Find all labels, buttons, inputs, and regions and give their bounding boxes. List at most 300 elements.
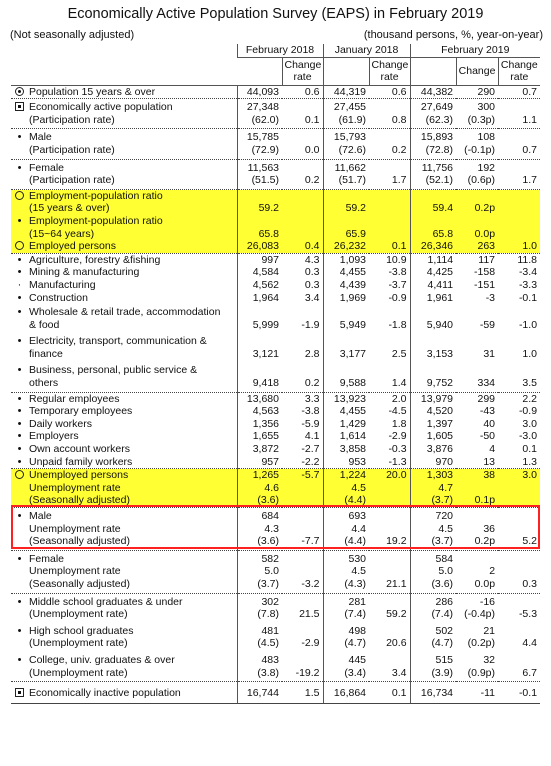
table-row: [11, 253, 540, 266]
cell-value: 3.4: [304, 291, 320, 304]
row-label: [11, 253, 237, 266]
cell-value: 38: [456, 469, 498, 482]
cell-value: 27,455 (61.9): [323, 99, 369, 129]
table-row: [11, 266, 540, 279]
cell-value: -16 (-0.4p): [456, 593, 498, 623]
cell-value: 299: [456, 392, 498, 405]
row-label-line: Agriculture, forestry &fishing: [29, 253, 161, 266]
row-label-line: (Participation rate): [29, 174, 115, 187]
cell-value: -2.9: [388, 430, 407, 443]
cell-value: [282, 189, 323, 215]
cell-value: [282, 215, 323, 240]
cell-value: 1.1: [498, 99, 540, 129]
cell-value: 0.3: [304, 278, 320, 291]
table-row: [11, 279, 540, 292]
cell-value: 11.8: [498, 253, 540, 266]
cell-value: 3,121: [237, 333, 282, 362]
cell-value: 0.1p: [456, 482, 498, 508]
cell-value: 0.1: [282, 99, 323, 129]
cell-value: -3: [485, 291, 496, 304]
cell-value: 530 4.5 (4.3): [323, 550, 369, 593]
cell-value: 65.8: [237, 215, 282, 240]
units-note: (thousand persons, %, year-on-year): [363, 29, 543, 41]
row-label-line: Unemployment rate: [29, 481, 121, 494]
cell-value: 0.1: [522, 443, 538, 456]
row-label-line: Temporary employees: [29, 405, 133, 418]
header-jan2018: January 2018: [323, 44, 410, 57]
cell-value: 4.1: [304, 430, 320, 443]
cell-value: 4,563: [237, 405, 282, 418]
row-label: [11, 159, 237, 189]
cell-value: 953: [323, 456, 369, 469]
cell-value: -3.0: [518, 430, 538, 443]
cell-value: -1.0: [518, 318, 538, 331]
row-label: [11, 333, 237, 362]
bullet-icon: •: [17, 510, 22, 522]
table-row: [11, 550, 540, 593]
cell-value: 59.2: [369, 593, 410, 623]
cell-value: 1,356: [237, 418, 282, 431]
cell-value: 3,876: [410, 443, 456, 456]
cell-value: -0.9: [518, 405, 538, 418]
cell-value: 59.2: [237, 189, 282, 215]
cell-value: 9,588: [323, 362, 369, 392]
cell-value: 4,411: [410, 279, 456, 292]
cell-value: 27,649 (62.3): [410, 99, 456, 129]
header-feb2019: February 2019: [410, 44, 540, 57]
cell-value: 1.8: [391, 417, 407, 430]
cell-value: 4,562: [237, 279, 282, 292]
cell-value: -0.3: [388, 443, 407, 456]
row-label-line: College, univ. graduates & over: [29, 653, 175, 666]
seasonal-note: (Not seasonally adjusted): [10, 29, 135, 41]
header-change-rate: Change rate: [498, 57, 540, 85]
table-row: [11, 362, 540, 392]
cell-value: 44,382: [410, 85, 456, 99]
cell-value: 15,793 (72.6): [323, 129, 369, 159]
cell-value: 1.5: [282, 682, 323, 704]
row-label-line: (Seasonally adjusted): [29, 577, 130, 590]
cell-value: 1.7: [369, 159, 410, 189]
eaps-table: [11, 44, 540, 704]
cell-value: 4.5 (4.4): [323, 482, 369, 508]
cell-value: 21 (0.2p): [467, 624, 496, 650]
row-label-line: Male: [29, 510, 52, 522]
cell-value: 4,439: [323, 279, 369, 292]
table-row: [11, 508, 540, 551]
bullet-icon: •: [17, 443, 22, 456]
cell-value: -3.8: [388, 266, 407, 279]
table-row: [11, 469, 540, 482]
header-row-1: [11, 44, 540, 57]
cell-value: 26,346: [410, 240, 456, 253]
cell-value: 11,662 (51.7): [323, 159, 369, 189]
row-label-line: Daily workers: [29, 417, 93, 430]
cell-value: -1.3: [388, 455, 407, 468]
cell-value: 445 (3.4): [323, 652, 369, 682]
cell-value: 483 (3.8): [237, 652, 282, 682]
row-label-line: (Seasonally adjusted): [29, 535, 130, 548]
cell-value: 4.3: [282, 253, 323, 266]
row-label-line: Construction: [29, 291, 88, 304]
row-label-line: Employment-population ratio: [29, 214, 163, 227]
cell-value: [369, 482, 410, 508]
cell-value: 36 0.2p: [456, 508, 498, 551]
cell-value: -2.2: [301, 455, 320, 468]
table-row: [11, 129, 540, 159]
bullet-icon: •: [17, 291, 22, 304]
table-row: [11, 240, 540, 253]
cell-value: 65.8: [410, 215, 456, 240]
cell-value: -3.7: [388, 278, 407, 291]
cell-value: 3,177: [323, 333, 369, 362]
bullet-icon: •: [17, 417, 22, 430]
cell-value: 59.2: [323, 189, 369, 215]
circle-dot-icon: [15, 87, 24, 96]
row-label-line: Male: [29, 131, 52, 144]
bullet-icon: •: [17, 214, 22, 227]
cell-value: 0.3: [498, 550, 540, 593]
cell-value: 26,232: [323, 240, 369, 253]
table-row: [11, 418, 540, 431]
header-feb2018-value: [237, 57, 282, 85]
cell-value: 1,614: [323, 430, 369, 443]
cell-value: -5.3: [498, 593, 540, 623]
row-label-line: finance: [29, 347, 63, 360]
cell-value: 2.2: [498, 392, 540, 405]
row-label: [11, 129, 237, 159]
row-label: [11, 418, 237, 431]
cell-value: 0.6: [304, 85, 320, 98]
cell-value: 59.4: [410, 189, 456, 215]
row-label: [11, 304, 237, 333]
row-label: [11, 443, 237, 456]
row-label-line: Employers: [29, 430, 79, 443]
cell-value: 1,429: [323, 418, 369, 431]
cell-value: 1,964: [237, 292, 282, 305]
cell-value: 21.1: [369, 550, 410, 593]
cell-value: 0.2: [369, 129, 410, 159]
cell-value: 584 5.0 (3.6): [410, 550, 456, 593]
table-row: [11, 623, 540, 652]
row-label: [11, 240, 237, 253]
cell-value: 2 0.0p: [456, 550, 498, 593]
table-row: [11, 456, 540, 469]
cell-value: 720 4.5 (3.7): [410, 508, 456, 551]
row-label: [11, 392, 237, 405]
cell-value: 3.4: [391, 666, 407, 679]
row-label-line: (Participation rate): [29, 113, 115, 126]
table-row: [11, 85, 540, 99]
header-feb2018: February 2018: [237, 44, 323, 57]
cell-value: 44,319: [323, 85, 369, 99]
row-label-line: High school graduates: [29, 624, 134, 637]
cell-value: 4,455: [323, 405, 369, 418]
cell-value: 20.6: [386, 637, 407, 650]
bullet-icon: •: [17, 595, 22, 608]
cell-value: 290: [477, 85, 496, 98]
square-dot-icon: [15, 102, 24, 111]
table-row: [11, 292, 540, 305]
bullet-icon: •: [17, 624, 22, 637]
cell-value: [369, 215, 410, 240]
cell-value: 27,348 (62.0): [237, 99, 282, 129]
row-label-line: (Seasonally adjusted): [29, 494, 130, 507]
bullet-icon: •: [17, 253, 22, 266]
cell-value: 2.5: [391, 347, 407, 360]
bullet-icon: •: [17, 266, 22, 279]
row-label: [11, 682, 237, 704]
cell-value: 9,418: [237, 362, 282, 392]
cell-value: 281 (7.4): [323, 593, 369, 623]
row-label-line: Manufacturing: [29, 278, 96, 291]
row-label: [11, 593, 237, 623]
table-row: [11, 392, 540, 405]
cell-value: 4: [489, 443, 496, 456]
cell-value: 0.0p: [456, 215, 498, 240]
cell-value: 582 5.0 (3.7): [237, 550, 282, 593]
header-blank: [11, 44, 237, 85]
cell-value: -3.8: [301, 405, 320, 418]
cell-value: 65.9: [323, 215, 369, 240]
cell-value: 13,923: [323, 392, 369, 405]
row-label: [11, 266, 237, 279]
cell-value: 0.0: [282, 129, 323, 159]
cell-value: -158: [474, 266, 496, 279]
cell-value: 3,872: [237, 443, 282, 456]
cell-value: 1,265: [237, 469, 282, 482]
row-label-line: Wholesale & retail trade, accommodation: [29, 306, 221, 319]
cell-value: 1.4: [391, 377, 407, 390]
row-label-line: Regular employees: [29, 392, 120, 405]
row-label-line: (Unemployment rate): [29, 608, 128, 621]
cell-value: 1,397: [410, 418, 456, 431]
cell-value: 1,961: [410, 292, 456, 305]
cell-value: 3.5: [522, 377, 538, 390]
cell-value: 693 4.4 (4.4): [323, 508, 369, 551]
cell-value: 4,455: [323, 266, 369, 279]
cell-value: 334: [477, 377, 496, 390]
cell-value: 108 (-0.1p): [456, 129, 498, 159]
row-label-line: Own account workers: [29, 443, 130, 456]
row-label-line: Unemployment rate: [29, 522, 121, 535]
cell-value: 4,520: [410, 405, 456, 418]
cell-value: 263: [456, 240, 498, 253]
row-label-line: (Unemployment rate): [29, 637, 128, 650]
cell-value: -59: [479, 318, 496, 331]
cell-value: -151: [474, 278, 496, 291]
cell-value: 15,893 (72.8): [410, 129, 456, 159]
row-label-line: (Participation rate): [29, 143, 115, 156]
page-title: Economically Active Population Survey (EAPS) in February 2019: [67, 6, 484, 22]
cell-value: 1.7: [498, 159, 540, 189]
cell-value: 502 (4.7): [410, 623, 456, 652]
row-label: [11, 215, 237, 240]
row-label-line: Female: [29, 161, 65, 174]
cell-value: -5.7: [282, 469, 323, 482]
bullet-icon: •: [17, 455, 22, 468]
cell-value: 3.0: [522, 417, 538, 430]
bullet-icon: •: [17, 131, 22, 144]
cell-value: -2.7: [301, 443, 320, 456]
cell-value: [369, 189, 410, 215]
cell-value: 11,563 (51.5): [237, 159, 282, 189]
row-label-line: Mining & manufacturing: [29, 266, 140, 279]
cell-value: -19.2: [295, 666, 320, 679]
table-row: [11, 99, 540, 129]
cell-value: 957: [237, 456, 282, 469]
cell-value: 997: [237, 253, 282, 266]
header-jan2018-value: [323, 57, 369, 85]
cell-value: 302 (7.8): [237, 593, 282, 623]
cell-value: [498, 189, 540, 215]
table-row: [11, 482, 540, 508]
row-label-line: Population 15 years & over: [29, 85, 156, 98]
circle-icon: [15, 470, 24, 479]
table-row: [11, 652, 540, 682]
cell-value: 0.8: [369, 99, 410, 129]
row-label-line: Economically inactive population: [29, 687, 181, 700]
cell-value: 3,153: [410, 333, 456, 362]
cell-value: 4.7 (3.7): [410, 482, 456, 508]
cell-value: 498 (4.7): [323, 623, 369, 652]
cell-value: 31: [483, 347, 496, 360]
cell-value: -4.5: [388, 405, 407, 418]
table-row: [11, 159, 540, 189]
row-label: [11, 469, 237, 482]
row-label: [11, 279, 237, 292]
cell-value: 0.1: [369, 240, 410, 253]
row-label: [11, 508, 237, 551]
cell-value: 0.7: [498, 129, 540, 159]
cell-value: -1.9: [301, 318, 320, 331]
cell-value: 117: [456, 253, 498, 266]
header-feb2019-value: [410, 57, 456, 85]
cell-value: 44,093: [237, 85, 282, 99]
bullet-icon: •: [17, 405, 22, 418]
cell-value: 0.7: [522, 85, 538, 98]
circle-icon: [15, 241, 24, 250]
cell-value: 0.2p: [456, 189, 498, 215]
cell-value: 4.4: [522, 637, 538, 650]
bullet-icon: •: [17, 392, 22, 405]
cell-value: 4,425: [410, 266, 456, 279]
cell-value: -43: [479, 405, 496, 418]
row-label-line: Employment-population ratio: [29, 189, 163, 202]
bullet-icon: •: [17, 430, 22, 443]
cell-value: 5,999: [237, 304, 282, 333]
cell-value: 2.0: [369, 392, 410, 405]
cell-value: 481 (4.5): [237, 623, 282, 652]
cell-value: 0.3: [304, 266, 320, 279]
table-row: [11, 593, 540, 623]
cell-value: 21.5: [282, 593, 323, 623]
cell-value: 1,114: [410, 253, 456, 266]
cell-value: 192 (0.6p): [456, 159, 498, 189]
row-label: [11, 85, 237, 99]
table-body: [11, 85, 540, 703]
cell-value: 1,969: [323, 292, 369, 305]
cell-value: 40: [483, 417, 496, 430]
cell-value: -5.9: [301, 417, 320, 430]
cell-value: [498, 482, 540, 508]
row-label-line: (15 years & over): [29, 202, 110, 215]
table-row: [11, 430, 540, 443]
row-label-line: Female: [29, 552, 65, 565]
table-row: [11, 215, 540, 240]
row-label-line: (Unemployment rate): [29, 666, 128, 679]
row-label-line: Business, personal, public service &: [29, 364, 198, 377]
row-label: [11, 362, 237, 392]
cell-value: 4.6 (3.6): [237, 482, 282, 508]
header-change-rate: Change rate: [282, 57, 323, 85]
row-label: [11, 99, 237, 129]
cell-value: 3.0: [498, 469, 540, 482]
cell-value: 0.6: [391, 85, 407, 98]
row-label: [11, 405, 237, 418]
table-row: [11, 333, 540, 362]
cell-value: -0.9: [388, 291, 407, 304]
cell-value: -2.9: [301, 637, 320, 650]
row-label: [11, 456, 237, 469]
cell-value: 13: [483, 455, 496, 468]
cell-value: 0.2: [304, 377, 320, 390]
cell-value: 9,752: [410, 362, 456, 392]
cell-value: -11: [456, 682, 498, 704]
cell-value: -1.8: [388, 318, 407, 331]
circle-icon: [15, 191, 24, 200]
cell-value: 1,093: [323, 253, 369, 266]
cell-value: 515 (3.9): [410, 652, 456, 682]
cell-value: 13,680: [237, 392, 282, 405]
cell-value: -7.7: [282, 508, 323, 551]
row-label: [11, 652, 237, 682]
table-row: [11, 443, 540, 456]
cell-value: 684 4.3 (3.6): [237, 508, 282, 551]
cell-value: 11,756 (52.1): [410, 159, 456, 189]
cell-value: 1.3: [522, 455, 538, 468]
row-label-line: Economically active population: [29, 101, 173, 114]
row-label: [11, 623, 237, 652]
bullet-icon: •: [17, 364, 22, 377]
cell-value: -3.3: [518, 278, 538, 291]
cell-value: 1,224: [323, 469, 369, 482]
cell-value: 2.8: [304, 347, 320, 360]
cell-value: 300 (0.3p): [456, 99, 498, 129]
row-label-line: Employed persons: [29, 240, 116, 253]
bullet-icon: •: [17, 306, 22, 319]
cell-value: 3.3: [282, 392, 323, 405]
cell-value: 26,083: [237, 240, 282, 253]
bullet-icon: •: [17, 161, 22, 174]
cell-value: 0.1: [369, 682, 410, 704]
square-dot-icon: [15, 688, 24, 697]
cell-value: 15,785 (72.9): [237, 129, 282, 159]
table-row: [11, 304, 540, 333]
row-label-line: others: [29, 377, 59, 390]
cell-value: 1.0: [498, 240, 540, 253]
cell-value: 10.9: [369, 253, 410, 266]
cell-value: -3.4: [518, 266, 538, 279]
row-label-line: Electricity, transport, communication &: [29, 335, 207, 348]
bullet-icon: •: [17, 653, 22, 666]
cell-value: 1.0: [522, 347, 538, 360]
cell-value: 1,303: [410, 469, 456, 482]
cell-value: 4,584: [237, 266, 282, 279]
bullet-icon: •: [17, 552, 22, 565]
header-change: Change: [456, 57, 498, 85]
cell-value: [498, 215, 540, 240]
